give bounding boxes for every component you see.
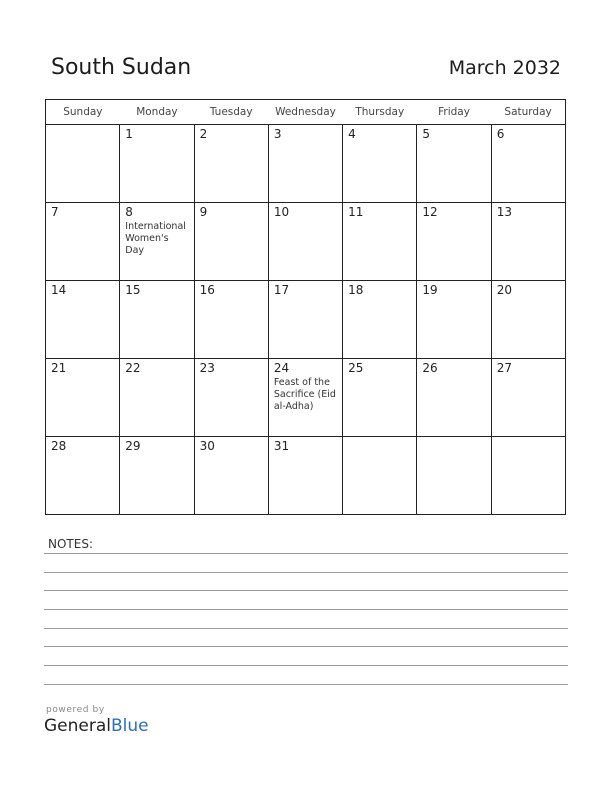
day-number: 7 xyxy=(51,205,59,219)
calendar-grid xyxy=(45,99,566,515)
day-number: 27 xyxy=(496,361,512,375)
note-line xyxy=(44,628,568,629)
day-number xyxy=(348,439,412,453)
day-cell xyxy=(417,281,491,359)
day-number: 16 xyxy=(199,283,215,297)
day-cell xyxy=(417,125,491,203)
day-number: 2 xyxy=(199,127,208,141)
day-cell xyxy=(491,281,565,359)
day-cell xyxy=(343,359,417,437)
weekday-tuesday: Tuesday xyxy=(194,100,268,125)
note-line xyxy=(44,684,568,685)
day-cell xyxy=(491,203,565,281)
day-number: 11 xyxy=(348,205,364,219)
day-number: 20 xyxy=(496,283,512,297)
note-line xyxy=(44,665,568,666)
week-row xyxy=(46,359,566,437)
week-row xyxy=(46,281,566,359)
day-cell xyxy=(268,281,342,359)
month-title: March 2032 xyxy=(448,57,561,79)
day-cell xyxy=(194,437,268,515)
day-number: 17 xyxy=(273,283,290,297)
generalblue-logo xyxy=(44,716,149,736)
day-number: 5 xyxy=(422,127,431,141)
weekday-monday: Monday xyxy=(120,100,194,125)
day-cell xyxy=(194,203,268,281)
note-line xyxy=(44,646,568,647)
day-number: 28 xyxy=(51,439,67,453)
day-cell xyxy=(417,359,491,437)
day-cell xyxy=(268,437,342,515)
day-cell xyxy=(46,281,120,359)
day-cell xyxy=(268,125,342,203)
day-number: 24 xyxy=(273,361,290,375)
day-cell xyxy=(120,203,194,281)
day-cell xyxy=(343,125,417,203)
day-cell xyxy=(417,203,491,281)
day-cell xyxy=(46,125,120,203)
day-cell xyxy=(120,437,194,515)
notes-label: NOTES: xyxy=(48,537,93,551)
day-cell xyxy=(268,359,342,437)
country-title: South Sudan xyxy=(51,55,192,80)
day-number xyxy=(51,127,115,141)
day-number: 25 xyxy=(348,361,364,375)
powered-by-text: powered by xyxy=(46,705,105,715)
day-number: 22 xyxy=(125,361,141,375)
day-number: 14 xyxy=(51,283,67,297)
day-number: 6 xyxy=(496,127,505,141)
day-cell xyxy=(120,281,194,359)
day-cell xyxy=(491,125,565,203)
day-cell xyxy=(268,203,342,281)
day-cell xyxy=(46,437,120,515)
day-number: 10 xyxy=(273,205,290,219)
day-number: 18 xyxy=(348,283,364,297)
day-cell xyxy=(417,437,491,515)
day-number: 26 xyxy=(422,361,438,375)
day-cell xyxy=(343,437,417,515)
note-line xyxy=(44,553,568,554)
day-number: 29 xyxy=(125,439,141,453)
day-number: 8 xyxy=(125,205,133,219)
day-number: 12 xyxy=(422,205,438,219)
day-number: 30 xyxy=(199,439,215,453)
day-number: 21 xyxy=(51,361,67,375)
day-number: 23 xyxy=(199,361,215,375)
day-cell xyxy=(194,281,268,359)
day-number: 1 xyxy=(125,127,133,141)
day-cell xyxy=(194,359,268,437)
weekday-thursday: Thursday xyxy=(343,100,417,125)
day-cell xyxy=(120,359,194,437)
note-line xyxy=(44,609,568,610)
day-number: 3 xyxy=(273,127,282,141)
day-number: 15 xyxy=(125,283,141,297)
day-number: 9 xyxy=(199,205,208,219)
day-number: 13 xyxy=(496,205,512,219)
week-row xyxy=(46,203,566,281)
brand-blue: Blue xyxy=(111,716,149,736)
weekday-saturday: Saturday xyxy=(491,100,565,125)
day-cell xyxy=(46,203,120,281)
note-line xyxy=(44,590,568,591)
week-row xyxy=(46,437,566,515)
holiday-label: International Women's Day xyxy=(125,221,186,256)
day-number xyxy=(497,439,561,453)
day-cell xyxy=(491,359,565,437)
day-cell xyxy=(343,203,417,281)
weekday-sunday: Sunday xyxy=(46,100,120,125)
note-line xyxy=(44,572,568,573)
holiday-label: Feast of the Sacrifice (Eid al-Adha) xyxy=(273,377,336,412)
day-cell xyxy=(194,125,268,203)
day-cell xyxy=(120,125,194,203)
day-cell xyxy=(46,359,120,437)
day-cell xyxy=(491,437,565,515)
day-cell xyxy=(343,281,417,359)
day-number: 4 xyxy=(348,127,356,141)
day-number: 19 xyxy=(422,283,438,297)
brand-general: General xyxy=(44,716,111,736)
weekday-friday: Friday xyxy=(417,100,491,125)
day-number xyxy=(422,439,486,453)
weekday-header-row xyxy=(46,100,566,125)
week-row xyxy=(46,125,566,203)
weekday-wednesday: Wednesday xyxy=(268,100,342,125)
day-number: 31 xyxy=(273,439,290,453)
